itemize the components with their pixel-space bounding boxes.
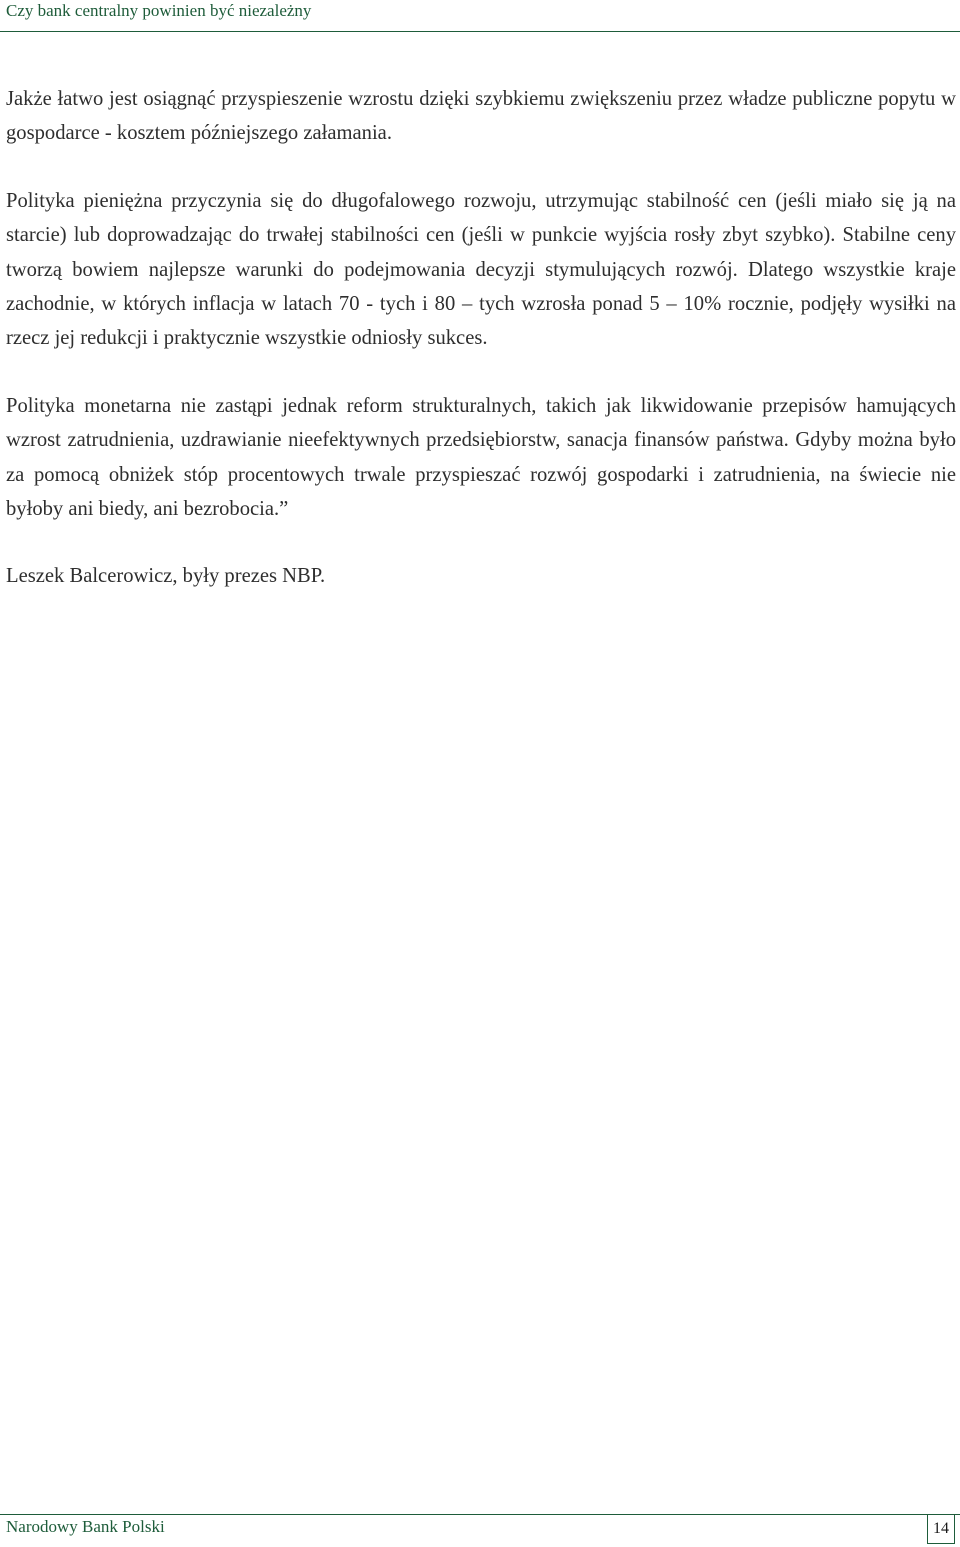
page-number: 14 [933,1520,949,1537]
body-paragraph: Polityka pieniężna przyczynia się do długofalowego rozwoju, utrzymując stabilność cen (jeśli miało się ją na starcie) lub doprowadzając do trwałej stabilności cen (jeśli w punkcie wyjścia rosły zbyt szybko). Stabilne ceny tworzą bowiem najlepsze warunki do podejmowania decyzji stymulujących rozwój. Dlatego wszystkie kraje zachodnie, w których inflacja w latach 70 - tych i 80 – tych wzrosła ponad 5 – 10% rocznie, podjęły wysiłki na rzecz jej redukcji i praktycznie wszystkie odniosły sukces. [6,189,956,350]
running-header [0,0,960,32]
quote-attribution: Leszek Balcerowicz, były prezes NBP. [6,565,326,588]
document-body [6,82,956,627]
footer-rule [0,1514,960,1515]
body-paragraph: Jakże łatwo jest osiągnąć przyspieszenie wzrostu dzięki szybkiemu zwiększeniu przez władze publiczne popytu w gospodarce - kosztem późniejszego załamania. [6,88,956,145]
document-title: Czy bank centralny powinien być niezależny [6,1,312,20]
footer-organization: Narodowy Bank Polski [6,1517,165,1536]
body-paragraph: Polityka monetarna nie zastąpi jednak reform strukturalnych, takich jak likwidowanie przepisów hamujących wzrost zatrudnienia, uzdrawianie nieefektywnych przedsiębiorstw, sanacja finansów państwa. Gdyby można było za pomocą obniżek stóp procentowych trwale przyspieszać rozwój gospodarki i zatrudnienia, na świecie nie byłoby ani biedy, ani bezrobocia.” [6,394,956,521]
page-number-box [927,1514,955,1544]
